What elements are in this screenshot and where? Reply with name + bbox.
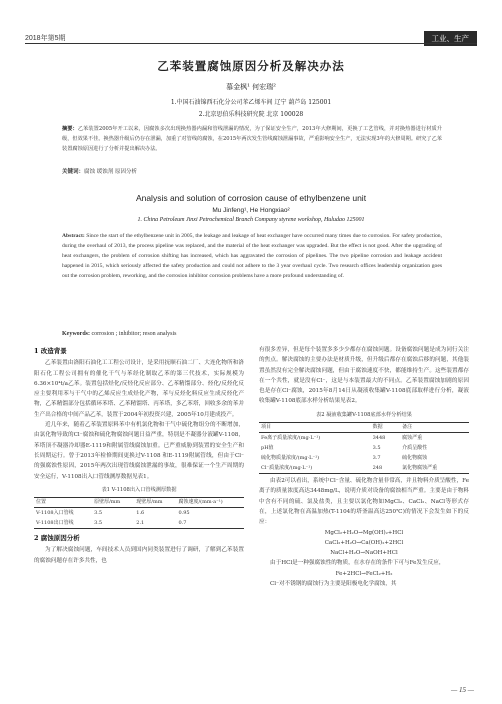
table-row [259, 453, 469, 463]
equation-3: NaCl+H₂O→NaOH+HCl [330, 550, 398, 557]
section-1-heading: 1 改造背景 [34, 347, 67, 355]
page-number: — 15 — [451, 686, 474, 694]
section-2-heading: 2 腐蚀原因分析 [34, 534, 80, 543]
table-cell: 0.95 [178, 510, 190, 517]
table-2-header-cell: 数据 [371, 423, 401, 433]
section-badge: 工业、生产 [424, 31, 478, 46]
keywords-cn-label: 关键词： [62, 169, 85, 175]
title-en: Analysis and solution of corrosion cause of ethylbenzene unit [135, 193, 367, 203]
table-cell: Cl⁻质量浓度/(mg·L⁻¹) [259, 463, 371, 474]
table-cell: 氯化物腐蚀严重 [400, 463, 469, 474]
abstract-cn-text: 乙苯装置2005年开工以来，因腐蚀多次出现换热器内漏和管线泄漏的情况，为了保证安全生产，2013年大修期间，更换了工艺管线，并对换热器进行材质升级，但效果不佳。换热器升级后仍存在泄漏，加重了对管线的腐蚀，在2015年两次发生管线腐蚀泄漏事故，严重影响安全生产，无法实现3年的大修周期。研究了乙苯装置腐蚀原因进行了分析并提出解决办法。 [62, 126, 442, 152]
keywords-cn-text: 腐蚀 缓蚀剂 原因分析 [84, 169, 138, 175]
table-cell: 介质呈酸性 [402, 445, 428, 452]
abstract-en [62, 231, 442, 281]
section-2-paragraph-4: Cl⁻对不锈钢的腐蚀行为主要是阳极电化学腐蚀，其 [270, 581, 397, 588]
left-column [34, 345, 244, 566]
table-row [259, 463, 469, 474]
abstract-cn-label: 摘要： [62, 126, 78, 132]
table-cell: 3.7 [372, 455, 381, 462]
table-cell: Fe离子质量浓度/(mg·L⁻¹) [261, 435, 321, 442]
table-cell: 腐蚀严重 [402, 435, 423, 442]
section-2-paragraph-1-cont: 有很多差异，但是每个装置多多少少都存在腐蚀问题。设备腐蚀问题是成为同行关注的焦点。解决腐蚀的主要办法是材质升级，但升级后都存在腐蚀后移的问题，其他装置虽然没有完全解决腐蚀问题，但由于腐蚀速度不快，都能维持生产。这些装置都存在一个共性，就是没有Cl⁻，这是与本装置最大的不同点。乙苯装置腐蚀加剧的原因也是存在Cl⁻腐蚀，2015年8月14日从凝液收集罐V-1108底部取样进行分析，凝液收集罐V-1108底部水样分析结果见表2。 [259, 347, 469, 405]
table-2-header-row [259, 423, 469, 433]
table-cell: 3.5 [94, 510, 103, 517]
table-row [34, 508, 244, 519]
page-header [0, 0, 502, 44]
table-1-header-row [34, 498, 244, 508]
table-row [259, 433, 469, 444]
section-2-paragraph-2: 由表2可以看出，系统中Cl⁻含量、硫化物含量非常高，并且物料介质呈酸性，Fe离子的质量浓度高达3448mg/L，说明介质对设备的腐蚀相当严重。主要是由于物料中含有不同的硫、氯及盐类，且主要以氯化物如MgCl₂、CaCl₂、NaCl等形式存在，上述氯化物在高温加热(T-1104的塔釜温高达250℃)的情况下会发生如下的反应： [259, 478, 469, 526]
table-cell: 2.1 [134, 518, 176, 529]
equation-1: MgCl₂+H₂O→Mg(OH)₂+HCl [324, 529, 404, 536]
keywords-en-text: corrosion ; inhibitor; reson analysis [91, 331, 177, 337]
affiliation-en: 1. China Petroleum Jinxi Petrochemical Branch Company styrene workshop, Huludao 125001 [137, 217, 365, 223]
abstract-en-label: Abstract: [62, 233, 85, 239]
section-2-paragraph-1-start: 为了解决腐蚀问题，车间技术人员到国内同类装置进行了调研，了解到乙苯装置的腐蚀问题存在许多共性，也 [34, 547, 244, 564]
table-1 [34, 497, 244, 529]
affiliation-1-cn: 1.中国石油锦西石化分公司苯乙烯车间 辽宁 葫芦岛 125001 [170, 99, 332, 106]
table-2-header-cell: 项目 [259, 423, 371, 433]
table-2-header-cell: 备注 [400, 423, 469, 433]
table-2-caption: 表2 凝液收集罐V-1108底部水样分析结果 [316, 411, 412, 418]
section-1-paragraph-2: 近几年来，随着乙苯装置原料苯中有机氯化物和干气中硫化物组分的不断增加，由氯化物导致的Cl⁻腐蚀和硫化物腐蚀问题日益严重，特别是不凝器分液罐V-1108，苯塔顶不凝器冷却器E-1119和附属管线腐蚀加重。已严重威胁到装置的安全生产和长周期运行。曾于2013年检修期间更换过V-1108 和E-1119附属管线，但由于Cl⁻的强腐蚀性原因，2015年两次出现管线腐蚀泄漏的事故，很难保证一个生产周期的安全运行，V-1108出入口管线测厚数据见表1。 [34, 422, 244, 480]
keywords-en-label: Keywords: [62, 331, 90, 337]
table-cell: V-1108出口管线 [34, 518, 92, 529]
table-cell: V-1108入口管线 [36, 510, 74, 517]
right-column [259, 345, 469, 589]
table-1-header-cell: 现壁厚/mm [134, 498, 176, 508]
equation-2: CaCl₂+H₂O→Ca(OH)₂+2HCl [324, 539, 404, 546]
table-cell: 硫化物腐蚀 [402, 455, 428, 462]
table-1-header-cell: 原壁厚/mm [92, 498, 134, 508]
keywords-en [62, 331, 442, 337]
header-rule [25, 43, 477, 44]
table-1-caption: 表1 V-1108出入口管线测厚数据 [101, 486, 177, 493]
table-cell: 248 [371, 463, 401, 474]
table-cell: pH值 [261, 445, 274, 452]
authors-cn: 慕金枫¹ 何宏瑞² [226, 83, 276, 91]
issue-label: 2018年第5期 [25, 35, 66, 42]
table-cell: 3.5 [92, 518, 134, 529]
table-2 [259, 422, 469, 474]
affiliation-2-cn: 2.北京思伯乐科技研究院 北京 100028 [198, 111, 304, 118]
keywords-cn [62, 167, 442, 175]
authors-en: Mu Jinfeng¹, He Hongxiao² [212, 207, 290, 214]
table-1-header-cell: 腐蚀速度/(mm·a⁻¹) [176, 498, 244, 508]
equation-4: Fe+2HCl→FeCl₂+H₂ [335, 570, 393, 577]
abstract-en-text: Since the start of the ethylbenzene unit in 2005, the leakage and leakage of heat exchanger have occurred many times due to corrosion. For safety production, during the overhaul of 2013, the process pipeline was replaced, and the material of the heat exchanger was upgraded. But the effect is not good. After the upgrading of heat exchangers, the problem of corrosion shifting has increased, which has aggravated the corrosion of pipelines. The two pipeline corrosion and leakage accident happened in 2015, which seriously affected the safety production and could not adhere to the 3 year overhaul cycle. Two research offices leadership organization goes out the corrosion problem, reworking, and the corrosion inhibitor corrosion problems have a more profound understanding of. [62, 233, 442, 279]
table-row [259, 443, 469, 453]
table-cell: 3448 [372, 435, 386, 442]
table-row [34, 518, 244, 529]
table-1-header-cell: 位置 [34, 498, 92, 508]
section-2-paragraph-3: 由于HCl是一种强腐蚀性的物质，在水存在的条件下可与Fe发生反应， [270, 560, 445, 567]
table-cell: 3.5 [372, 445, 381, 452]
table-cell: 硫化物质量浓度/(mg·L⁻¹) [261, 455, 320, 462]
table-cell: 0.7 [176, 518, 244, 529]
title-cn: 乙苯装置腐蚀原因分析及解决办法 [157, 59, 345, 73]
abstract-cn [62, 124, 442, 154]
table-cell: 1.6 [136, 510, 145, 517]
section-1-paragraph-1: 乙苯装置由洛阳石油化工工程公司设计，是采用抚顺石油二厂、大连化物所和洛阳石化工程公司拥有的催化干气与苯经化制取乙苯的第三代技术，实际规模为6.36×10⁴t/a乙苯。装置包括烃化/反烃化反应部分、乙苯精馏部分、烃化/反烃化反应主要利用苯与干气中的乙烯反应生成烃化产物，苯与反烃化料反应生成反烃化产物，乙苯精馏部分包括循环苯塔、乙苯精馏塔、丙苯塔，多乙苯塔，回收多余的苯并生产出合格的中间产品乙苯，装置于2004年初投资兴建，2005年10月建成投产。 [34, 360, 244, 418]
